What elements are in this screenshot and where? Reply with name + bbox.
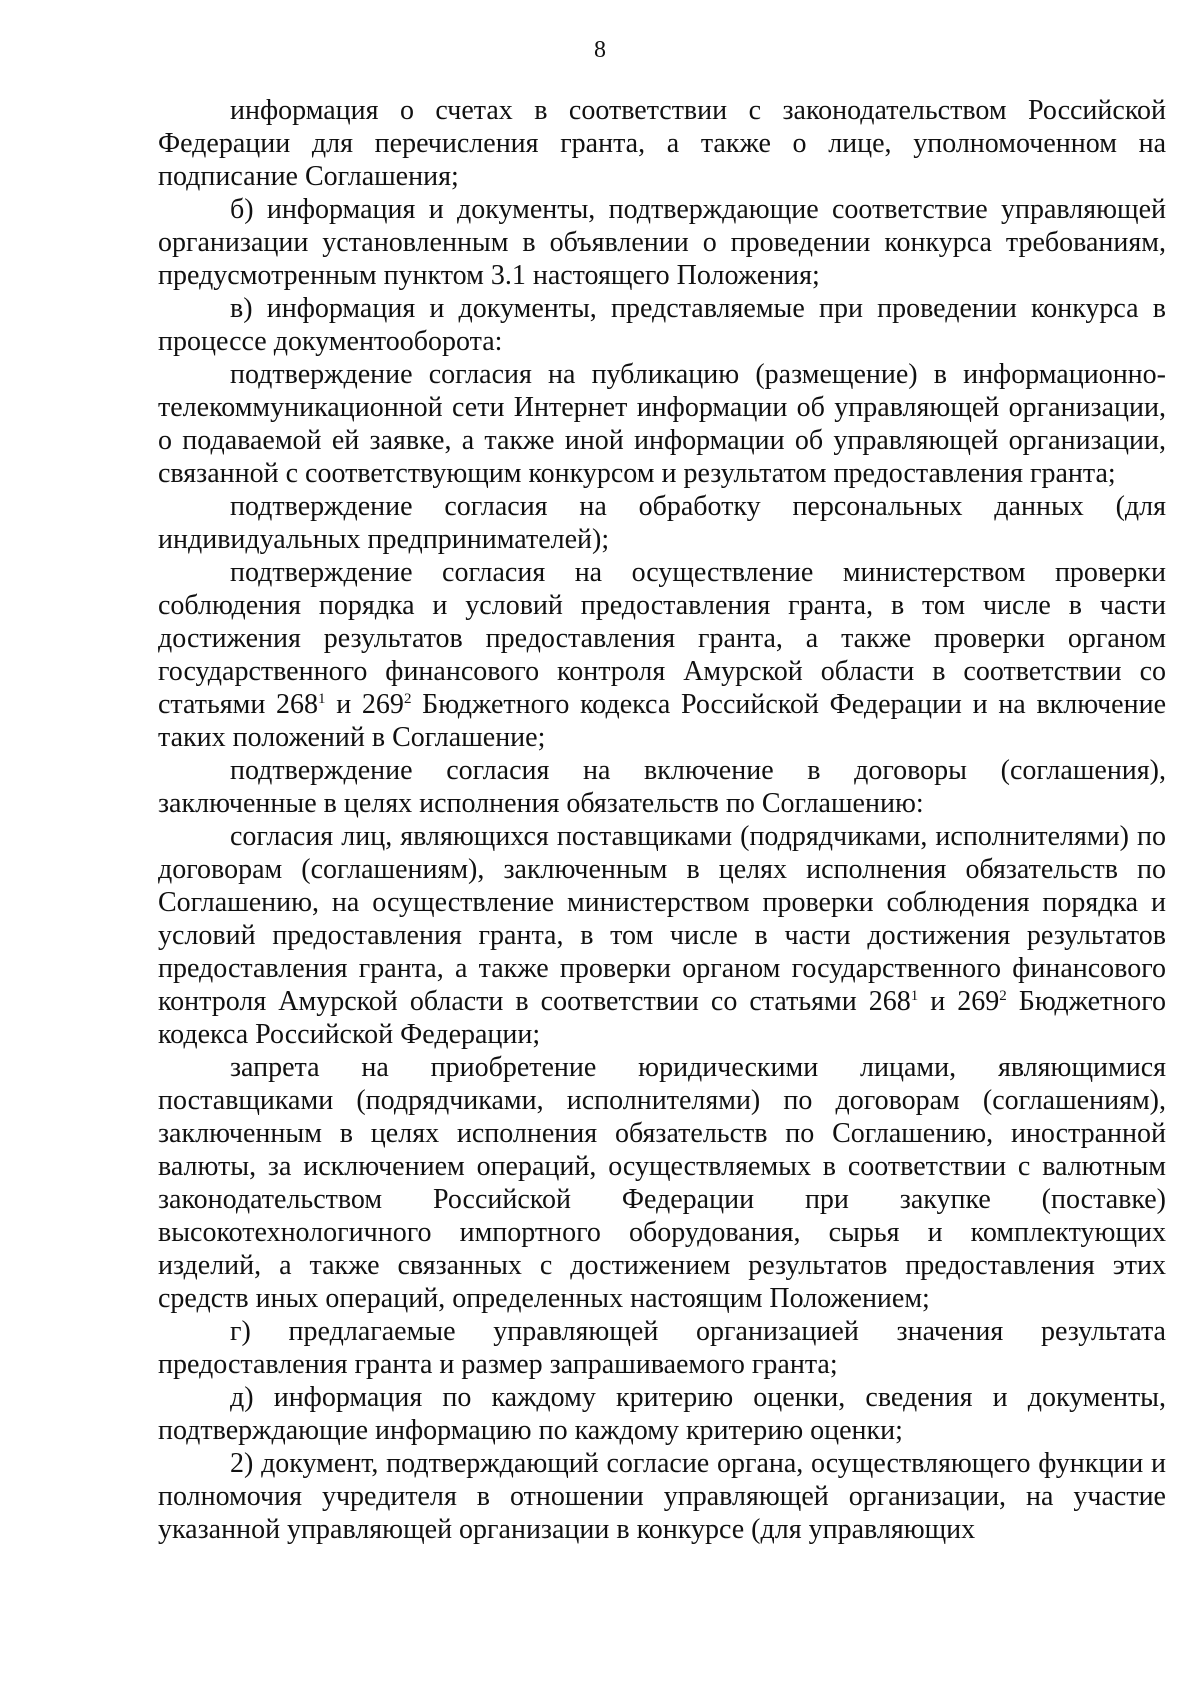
paragraph-g-result-values: г) предлагаемые управляющей организацией значения результата предоставления гранта и размер запрашиваемого гранта; [158, 1316, 1166, 1380]
paragraph-v-document-flow: в) информация и документы, представляемые при проведении конкурса в процессе документооборота: [158, 293, 1166, 357]
paragraph-account-info: информация о счетах в соответствии с законодательством Российской Федерации для перечисления гранта, а также о лице, уполномоченном на подписание Соглашения; [158, 95, 1166, 192]
document-body [158, 94, 1166, 1546]
paragraph-supplier-consent-text-2: и 269 [918, 986, 1000, 1017]
paragraph-audit-consent-text-3: Бюджетного кодекса Российской Федерации и на включение таких положений в Соглашение; [158, 689, 1167, 753]
superscript-article-269-marker: 2 [999, 988, 1007, 1004]
paragraph-audit-consent [158, 556, 1166, 754]
paragraph-publication-consent: подтверждение согласия на публикацию (размещение) в информационно-телекоммуникационной сети Интернет информации об управляющей организации, о подаваемой ей заявке, а также иной информации об управляющей организации, связанной с соответствующим конкурсом и результатом предоставления гранта; [158, 359, 1166, 489]
superscript-article-268-marker: 1 [318, 691, 326, 707]
paragraph-supplier-consent-text-3: Бюджетного кодекса Российской Федерации; [158, 986, 1167, 1050]
superscript-article-269-marker: 2 [403, 691, 412, 707]
paragraph-personal-data-consent: подтверждение согласия на обработку персональных данных (для индивидуальных предпринимателей); [158, 491, 1166, 555]
paragraph-2-founder-consent: 2) документ, подтверждающий согласие органа, осуществляющего функции и полномочия учредителя в отношении управляющей организации, на участие указанной управляющей организации в конкурсе (для управляющих [158, 1448, 1166, 1545]
paragraph-supplier-consent-text-1: согласия лиц, являющихся поставщиками (подрядчиками, исполнителями) по договорам (соглашениям), заключенным в целях исполнения обязательств по Соглашению, на осуществление министерством проверки соблюдения порядка и условий предоставления гранта, в том числе в части достижения результатов предоставления гранта, а также проверки органом государственного финансового контроля Амурской области в соответствии со статьями 268 [158, 821, 1166, 1017]
paragraph-foreign-currency-prohibition: запрета на приобретение юридическими лицами, являющимися поставщиками (подрядчиками, исполнителями) по договорам (соглашениям), заключенным в целях исполнения обязательств по Соглашению, иностранной валюты, за исключением операций, осуществляемых в соответствии с валютным законодательством Российской Федерации при закупке (поставке) высокотехнологичного импортного оборудования, сырья и комплектующих изделий, а также связанных с достижением результатов предоставления этих средств иных операций, определенных настоящим Положением; [158, 1052, 1166, 1314]
paragraph-supplier-consent [158, 820, 1166, 1051]
paragraph-contract-consent: подтверждение согласия на включение в договоры (соглашения), заключенные в целях исполнения обязательств по Соглашению: [158, 755, 1166, 819]
paragraph-audit-consent-text-2: и 269 [325, 689, 404, 720]
superscript-article-268-marker: 1 [910, 988, 919, 1004]
paragraph-d-evaluation-criteria: д) информация по каждому критерию оценки, сведения и документы, подтверждающие информацию по каждому критерию оценки; [158, 1382, 1166, 1446]
page-number: 8 [594, 37, 606, 63]
paragraph-b-information-documents: б) информация и документы, подтверждающие соответствие управляющей организации установленным в объявлении о проведении конкурса требованиям, предусмотренным пунктом 3.1 настоящего Положения; [158, 194, 1166, 291]
paragraph-audit-consent-text-1: подтверждение согласия на осуществление министерством проверки соблюдения порядка и условий предоставления гранта, в том числе в части достижения результатов предоставления гранта, а также проверки органом государственного финансового контроля Амурской области в соответствии со статьями 268 [158, 557, 1166, 720]
